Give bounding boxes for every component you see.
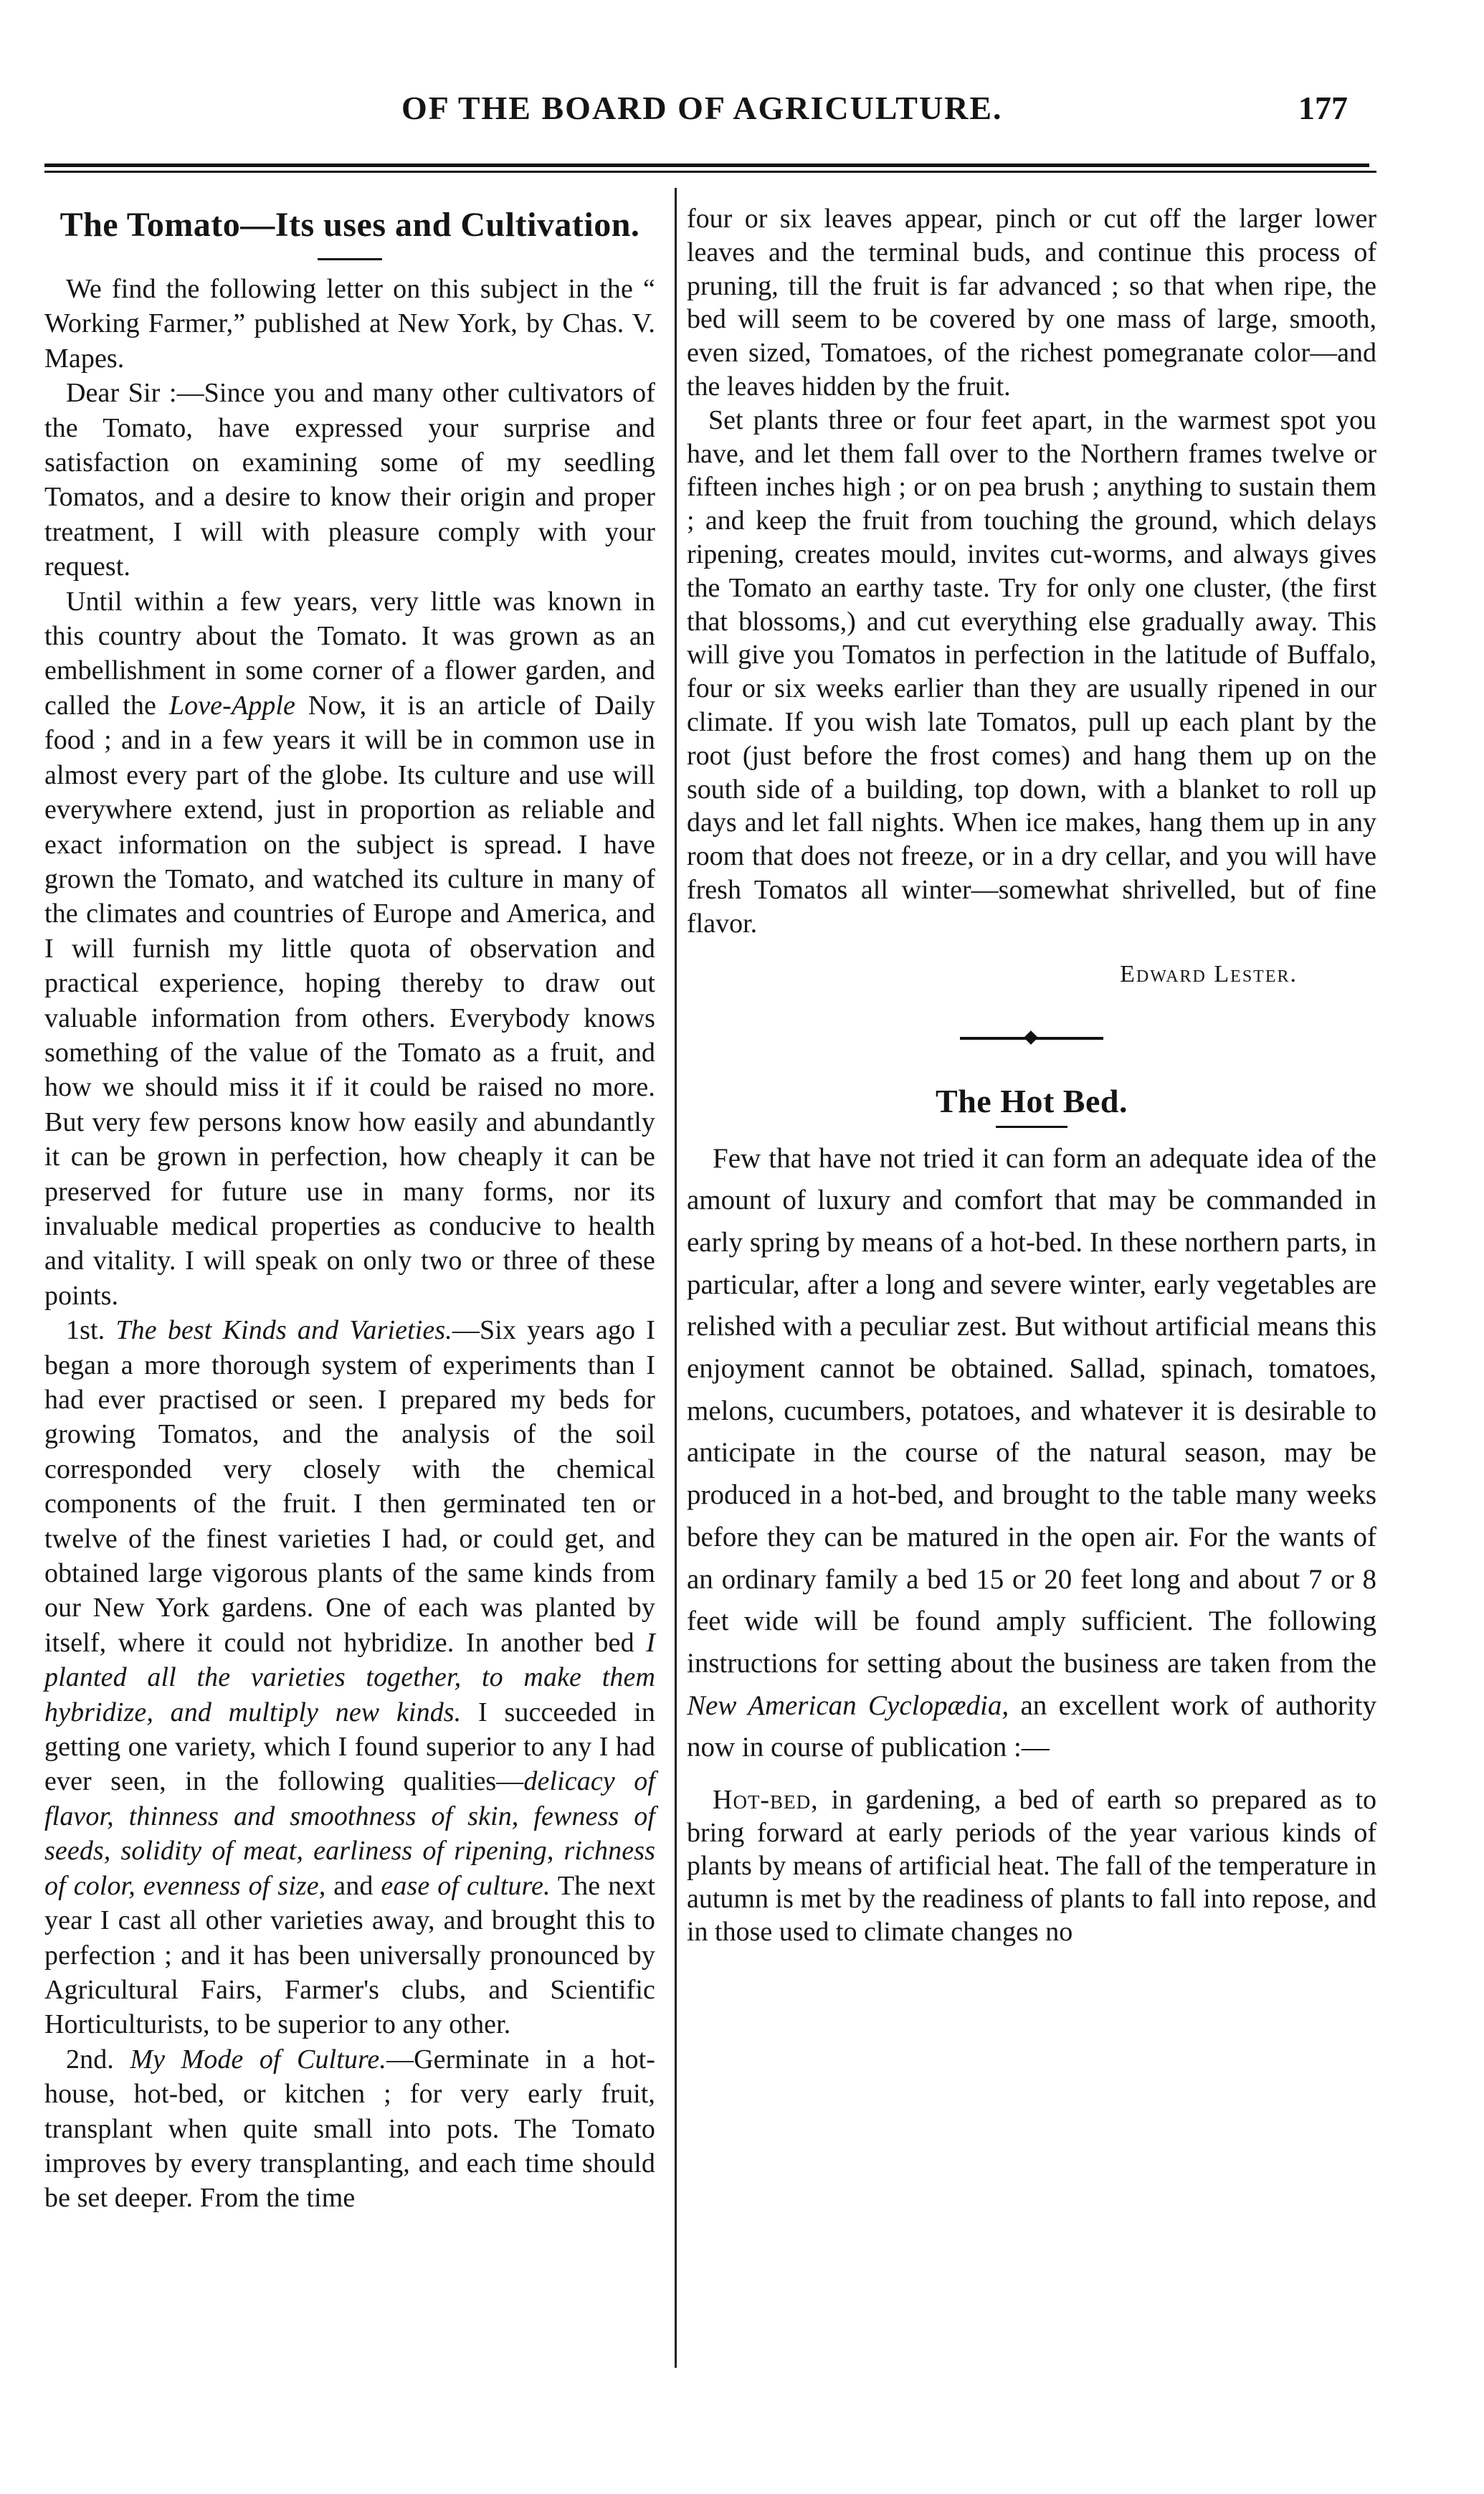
salutation-paragraph: Dear Sir :—Since you and many other cultivators of the Tomato, have expressed your surprise and satisfaction on examining some of my seedling Tomatos, and a desire to know their origin and proper treatment, I will with pleasure comply with your request. — [44, 378, 655, 582]
right-column — [687, 202, 1376, 1948]
page-number: 177 — [1298, 90, 1348, 126]
varieties-paragraph: 1st. The best Kinds and Varieties.—Six years ago I began a more thorough system of experiments than I had ever practised or seen. I prepared my beds for growing Tomatos, and the analysis of the soil corresponded very closely with the chemical components of the fruit. I then germinated ten or twelve of the finest varieties I had, or could get, and obtained large vigorous plants of the same kinds from our New York gardens. One of each was planted by itself, where it could not hybridize. In another bed I planted all the varieties together, to make them hybridize, and multiply new kinds. I succeeded in getting one variety, which I found superior to any I had ever seen, in the following qualities—delicacy of flavor, thinness and smoothness of skin, fewness of seeds, solidity of meat, earliness of ripening, richness of color, evenness of size, and ease of culture. The next year I cast all other varieties away, and brought this to perfection ; and it has been universally pronounced by Agricultural Fairs, Farmer's clubs, and Scientific Horticulturists, to be superior to any other. — [44, 1315, 656, 2040]
header-rule-thin — [44, 171, 1376, 173]
hot-bed-title: The Hot Bed. — [936, 1082, 1128, 1119]
intro-paragraph: We find the following letter on this subject in the “ Working Farmer,” published at New York, by Chas. V. Mapes. — [44, 274, 655, 374]
pruning-paragraph: four or six leaves appear, pinch or cut off the larger lower leaves and the terminal buds, and continue this process of pruning, till the fruit is far advanced ; so that when ripe, the bed will seem to be covered by one mass of large, smooth, even sized, Tomatoes, of the richest pomegranate color—and the leaves hidden by the fruit. — [687, 204, 1376, 402]
tomato-article-title: The Tomato—Its uses and Cultivation. — [60, 206, 640, 244]
author-signature: Edward Lester. — [1120, 960, 1298, 987]
left-column — [44, 202, 655, 2216]
column-divider — [675, 188, 677, 2368]
history-paragraph: Until within a few years, very little was known in this country about the Tomato. It was grown as an embellishment in some corner of a flower garden, and called the Love-Apple Now, it is an article of Daily food ; and in a few years it will be in common use in almost every part of the globe. Its culture and use will everywhere extend, just in proportion as reliable and exact information on the subject is spread. I have grown the Tomato, and watched its culture in many of the climates and countries of Europe and America, and I will furnish my little quota of observation and practical experience, hoping thereby to draw out valuable information from others. Everybody knows something of the value of the Tomato as a fruit, and how we should miss it if it could be raised no more. But very few persons know how easily and abundantly it can be grown in perfection, how cheaply it can be preserved for future use in many forms, nor its invaluable medical properties as conducive to health and vitality. I will speak on only two or three of these points. — [44, 586, 655, 1311]
hot-bed-title-rule — [996, 1126, 1067, 1128]
section-divider-ornament — [960, 1031, 1103, 1046]
culture-paragraph: 2nd. My Mode of Culture.—Germinate in a hot-house, hot-bed, or kitchen ; for very early fruit, transplant when quite small into pots. The Tomato improves by every transplanting, and each time should be set deeper. From the time — [44, 2044, 655, 2214]
title-rule — [318, 258, 382, 260]
hot-bed-definition-paragraph: Hot-bed, in gardening, a bed of earth so prepared as to bring forward at early periods of the year various kinds of plants by means of artificial heat. The fall of the temperature in autumn is met by the readiness of plants to fall into repose, and in those used to climate changes no — [687, 1785, 1376, 1948]
header-rule — [44, 163, 1369, 167]
running-head — [401, 89, 1348, 132]
planting-paragraph: Set plants three or four feet apart, in the warmest spot you have, and let them fall over to the Northern frames twelve or fifteen inches high ; or on pea brush ; anything to sustain them ; and keep the fruit from touching the ground, which delays ripening, creates mould, invites cut-worms, and always gives the Tomato an earthy taste. Try for only one cluster, (the first that blossoms,) and cut everything else gradually away. This will give you Tomatos in perfection in the latitude of Buffalo, four or six weeks earlier than they are usually ripened in our climate. If you wish late Tomatos, pull up each plant by the root (just before the frost comes) and hang them up on the south side of a building, top down, with a blanket to roll up days and let fall nights. When ice makes, hang them up in any room that does not freeze, or in a dry cellar, and you will have fresh Tomatos all winter—somewhat shrivelled, but of fine flavor. — [687, 404, 1376, 939]
hot-bed-intro-paragraph: Few that have not tried it can form an adequate idea of the amount of luxury and comfort that may be commanded in early spring by means of a hot-bed. In these northern parts, in particular, after a long and severe winter, early vegetables are relished with a peculiar zest. But without artificial means this enjoyment cannot be obtained. Sallad, spinach, tomatoes, melons, cucumbers, potatoes, and whatever it is desirable to anticipate in the course of the natural season, may be produced in a hot-bed, and brought to the table many weeks before they can be matured in the open air. For the wants of an ordinary family a bed 15 or 20 feet long and about 7 or 8 feet wide will be found amply sufficient. The following instructions for setting about the business are taken from the New American Cyclopædia, an excellent work of authority now in course of publication :— — [687, 1142, 1377, 1763]
running-title: OF THE BOARD OF AGRICULTURE. — [401, 90, 1003, 126]
